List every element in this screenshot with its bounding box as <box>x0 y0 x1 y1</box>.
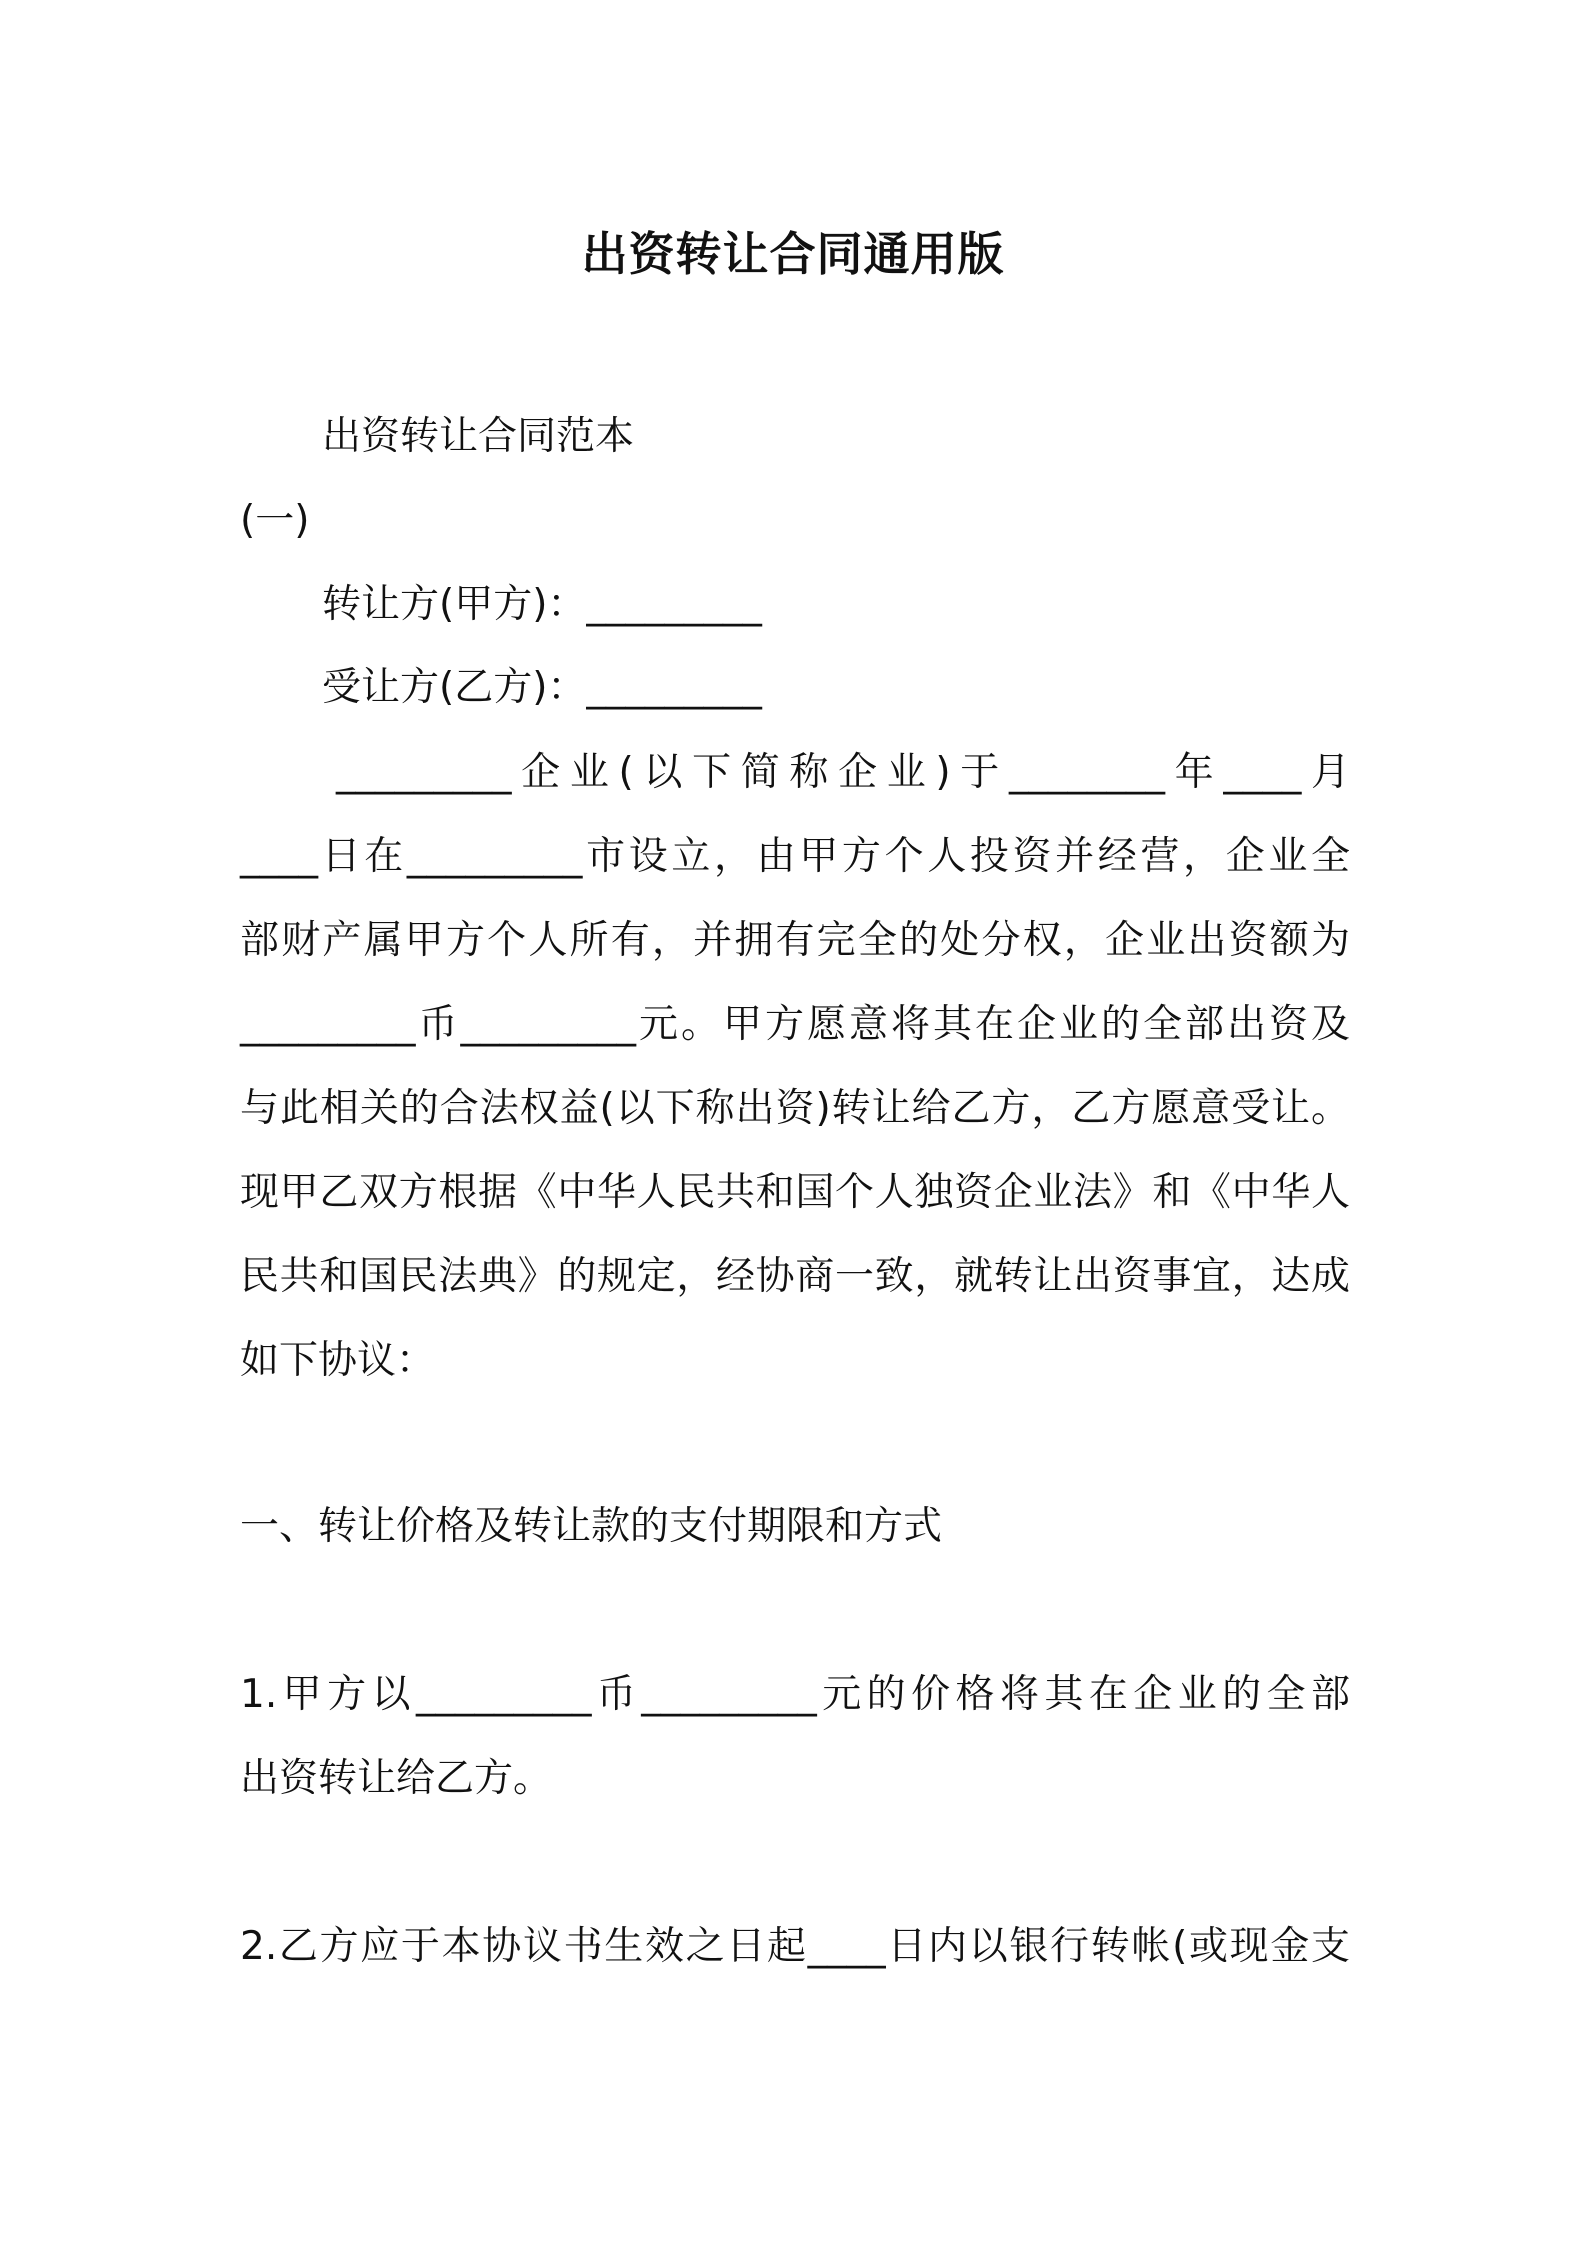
item-2-line: 2.乙方应于本协议书生效之日起____日内以银行转帐(或现金支 <box>240 1924 1350 1969</box>
document-subtitle: 出资转让合同范本 <box>322 414 635 459</box>
transferor-line: 转让方(甲方)：_________ <box>322 582 762 627</box>
clause-1-heading: 一、转让价格及转让款的支付期限和方式 <box>240 1504 943 1549</box>
preamble-line: _________币_________元。甲方愿意将其在企业的全部出资及 <box>240 1002 1350 1047</box>
preamble-line: 与此相关的合法权益(以下称出资)转让给乙方，乙方愿意受让。 <box>240 1086 1350 1131</box>
item-1-line: 出资转让给乙方。 <box>240 1756 553 1801</box>
item-1-line: 1.甲方以_________币_________元的价格将其在企业的全部 <box>240 1672 1350 1717</box>
transferee-line: 受让方(乙方)：_________ <box>322 665 762 710</box>
preamble-line: 如下协议： <box>240 1338 436 1383</box>
preamble-line: 现甲乙双方根据《中华人民共和国个人独资企业法》和《中华人 <box>240 1170 1350 1215</box>
document-title: 出资转让合同通用版 <box>581 227 1005 281</box>
section-marker: (一) <box>240 498 310 543</box>
preamble-line: _________企业(以下简称企业)于________年____月 <box>336 750 1350 795</box>
preamble-line: ____日在_________市设立，由甲方个人投资并经营，企业全 <box>240 834 1350 879</box>
preamble-line: 民共和国民法典》的规定，经协商一致，就转让出资事宜，达成 <box>240 1254 1350 1299</box>
preamble-line: 部财产属甲方个人所有，并拥有完全的处分权，企业出资额为 <box>240 918 1350 963</box>
